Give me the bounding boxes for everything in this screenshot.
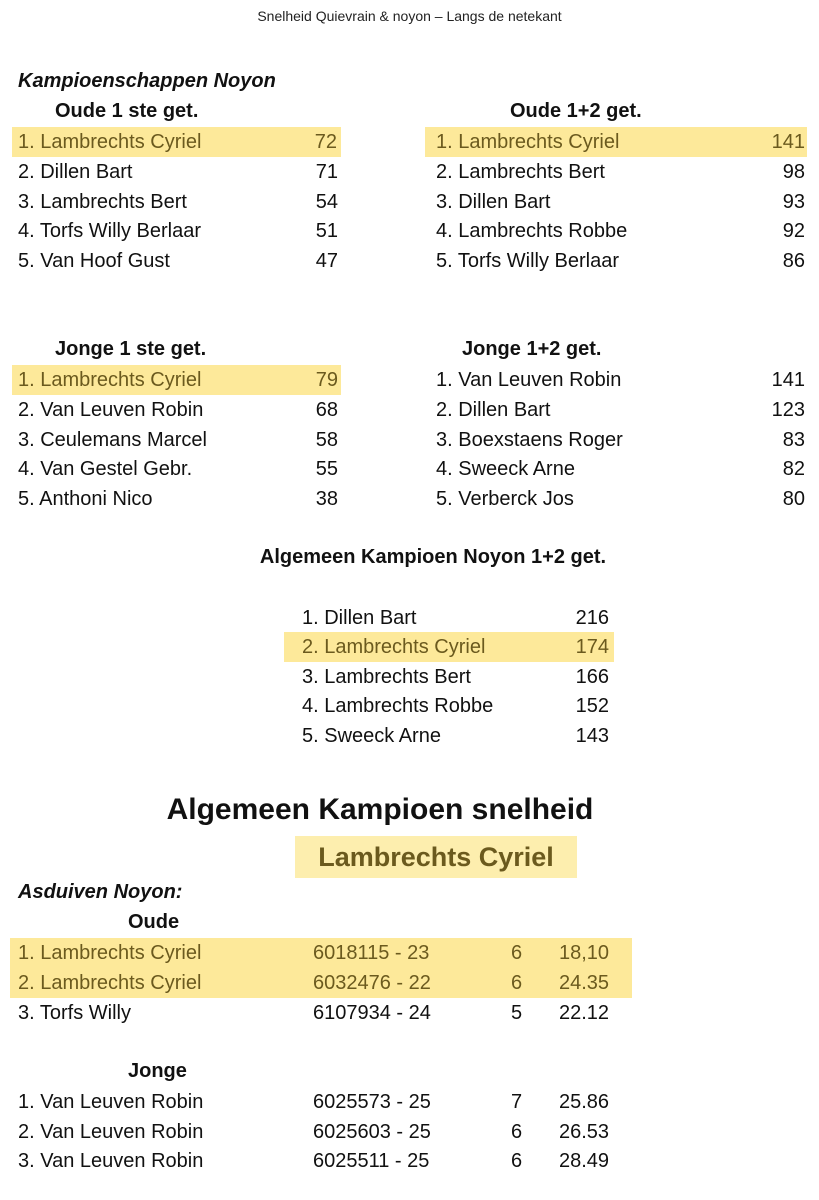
- score: 51: [315, 220, 338, 242]
- list-item: [18, 157, 338, 187]
- score: 98: [782, 161, 805, 183]
- section-title-asduiven: Asduiven Noyon:: [18, 881, 183, 903]
- algemeen-noyon-title: Algemeen Kampioen Noyon 1+2 get.: [259, 546, 607, 568]
- score: 58: [315, 429, 338, 451]
- list-item: [436, 425, 805, 455]
- value: 26.53: [559, 1121, 610, 1143]
- rank-name: 1. Lambrechts Cyriel: [18, 369, 202, 391]
- score: 166: [575, 666, 609, 688]
- list-item: [436, 454, 805, 484]
- list-item: [12, 365, 341, 395]
- score: 38: [315, 488, 338, 510]
- count: 6: [511, 972, 523, 994]
- list-item: [18, 454, 338, 484]
- list-item: [18, 484, 338, 514]
- table-row: [10, 1146, 632, 1176]
- table-row: [10, 1117, 632, 1147]
- list-item: [18, 395, 338, 425]
- value: 28.49: [559, 1150, 610, 1172]
- list-item: [436, 216, 805, 246]
- rank-name: 2. Van Leuven Robin: [18, 399, 204, 421]
- list-item: [302, 691, 609, 721]
- ring-number: 6032476 - 22: [313, 972, 431, 994]
- group-title-jonge-1ste: Jonge 1 ste get.: [55, 338, 207, 360]
- ring-number: 6025603 - 25: [313, 1121, 431, 1143]
- rank-name: 2. Dillen Bart: [18, 161, 133, 183]
- score: 83: [782, 429, 805, 451]
- score: 123: [771, 399, 805, 421]
- list-item: [302, 603, 609, 633]
- rank-name: 4. Torfs Willy Berlaar: [18, 220, 202, 242]
- rank-name: 2. Lambrechts Cyriel: [18, 972, 202, 994]
- section-title-kampioenschappen: Kampioenschappen Noyon: [18, 70, 276, 92]
- score: 68: [315, 399, 338, 421]
- rank-name: 3. Torfs Willy: [18, 1002, 131, 1024]
- score: 174: [575, 636, 609, 658]
- rank-name: 1. Lambrechts Cyriel: [18, 942, 202, 964]
- rank-name: 3. Lambrechts Bert: [302, 666, 471, 688]
- ring-number: 6018115 - 23: [313, 942, 430, 964]
- rank-name: 3. Van Leuven Robin: [18, 1150, 204, 1172]
- rank-name: 4. Sweeck Arne: [436, 458, 575, 480]
- list-item: [436, 157, 805, 187]
- table-row: [10, 938, 632, 968]
- rank-name: 3. Ceulemans Marcel: [18, 429, 207, 451]
- score: 71: [315, 161, 338, 183]
- list-item: [18, 425, 338, 455]
- value: 24.35: [559, 972, 610, 994]
- ring-number: 6107934 - 24: [313, 1002, 431, 1024]
- rank-name: 4. Lambrechts Robbe: [436, 220, 628, 242]
- group-title-oude-1ste: Oude 1 ste get.: [55, 100, 199, 122]
- table-row: [10, 968, 632, 998]
- group-title-jonge-12: Jonge 1+2 get.: [462, 338, 602, 360]
- score: 55: [315, 458, 338, 480]
- list-item: [436, 187, 805, 217]
- list-item: [284, 632, 614, 662]
- rank-name: 1. Van Leuven Robin: [18, 1091, 204, 1113]
- document-title: Snelheid Quievrain & noyon – Langs de netekant: [257, 8, 562, 24]
- group-title-asduiven-jonge: Jonge: [128, 1060, 187, 1082]
- rank-name: 1. Lambrechts Cyriel: [436, 131, 620, 153]
- rank-name: 2. Van Leuven Robin: [18, 1121, 204, 1143]
- rank-name: 1. Lambrechts Cyriel: [18, 131, 202, 153]
- score: 141: [771, 369, 805, 391]
- table-row: [10, 1087, 632, 1117]
- list-item: [436, 395, 805, 425]
- score: 92: [782, 220, 805, 242]
- rank-name: 5. Anthoni Nico: [18, 488, 153, 510]
- rank-name: 2. Dillen Bart: [436, 399, 551, 421]
- ring-number: 6025573 - 25: [313, 1091, 431, 1113]
- value: 18,10: [559, 942, 610, 964]
- list-item: [12, 127, 341, 157]
- count: 6: [511, 1150, 523, 1172]
- value: 22.12: [559, 1002, 610, 1024]
- list-item: [425, 127, 807, 157]
- ring-number: 6025511 - 25: [313, 1150, 430, 1172]
- group-title-oude-12: Oude 1+2 get.: [510, 100, 642, 122]
- champion-name: Lambrechts Cyriel: [295, 836, 577, 878]
- rank-name: 5. Sweeck Arne: [302, 725, 441, 747]
- algemeen-snelheid-title: Algemeen Kampioen snelheid: [166, 793, 594, 826]
- list-item: [302, 721, 609, 751]
- group-title-asduiven-oude: Oude: [128, 911, 180, 933]
- score: 47: [315, 250, 338, 272]
- list-item: [436, 484, 805, 514]
- score: 79: [315, 369, 338, 391]
- count: 6: [511, 1121, 523, 1143]
- score: 86: [782, 250, 805, 272]
- rank-name: 5. Verberck Jos: [436, 488, 574, 510]
- rank-name: 2. Lambrechts Bert: [436, 161, 605, 183]
- rank-name: 2. Lambrechts Cyriel: [302, 636, 486, 658]
- list-item: [18, 187, 338, 217]
- score: 141: [771, 131, 805, 153]
- score: 143: [575, 725, 609, 747]
- list-item: [302, 662, 609, 692]
- score: 54: [315, 191, 338, 213]
- rank-name: 4. Van Gestel Gebr.: [18, 458, 193, 480]
- count: 6: [511, 942, 523, 964]
- rank-name: 3. Lambrechts Bert: [18, 191, 187, 213]
- rank-name: 3. Boexstaens Roger: [436, 429, 623, 451]
- count: 5: [511, 1002, 523, 1024]
- list-item: [436, 365, 805, 395]
- rank-name: 5. Van Hoof Gust: [18, 250, 170, 272]
- score: 93: [782, 191, 805, 213]
- list-item: [18, 216, 338, 246]
- score: 80: [782, 488, 805, 510]
- score: 72: [314, 131, 337, 153]
- rank-name: 3. Dillen Bart: [436, 191, 551, 213]
- count: 7: [511, 1091, 523, 1113]
- value: 25.86: [559, 1091, 610, 1113]
- rank-name: 1. Van Leuven Robin: [436, 369, 622, 391]
- list-item: [436, 246, 805, 276]
- list-item: [18, 246, 338, 276]
- rank-name: 4. Lambrechts Robbe: [302, 695, 494, 717]
- rank-name: 1. Dillen Bart: [302, 607, 417, 629]
- score: 152: [575, 695, 609, 717]
- rank-name: 5. Torfs Willy Berlaar: [436, 250, 620, 272]
- score: 216: [575, 607, 609, 629]
- table-row: [10, 998, 632, 1028]
- score: 82: [782, 458, 805, 480]
